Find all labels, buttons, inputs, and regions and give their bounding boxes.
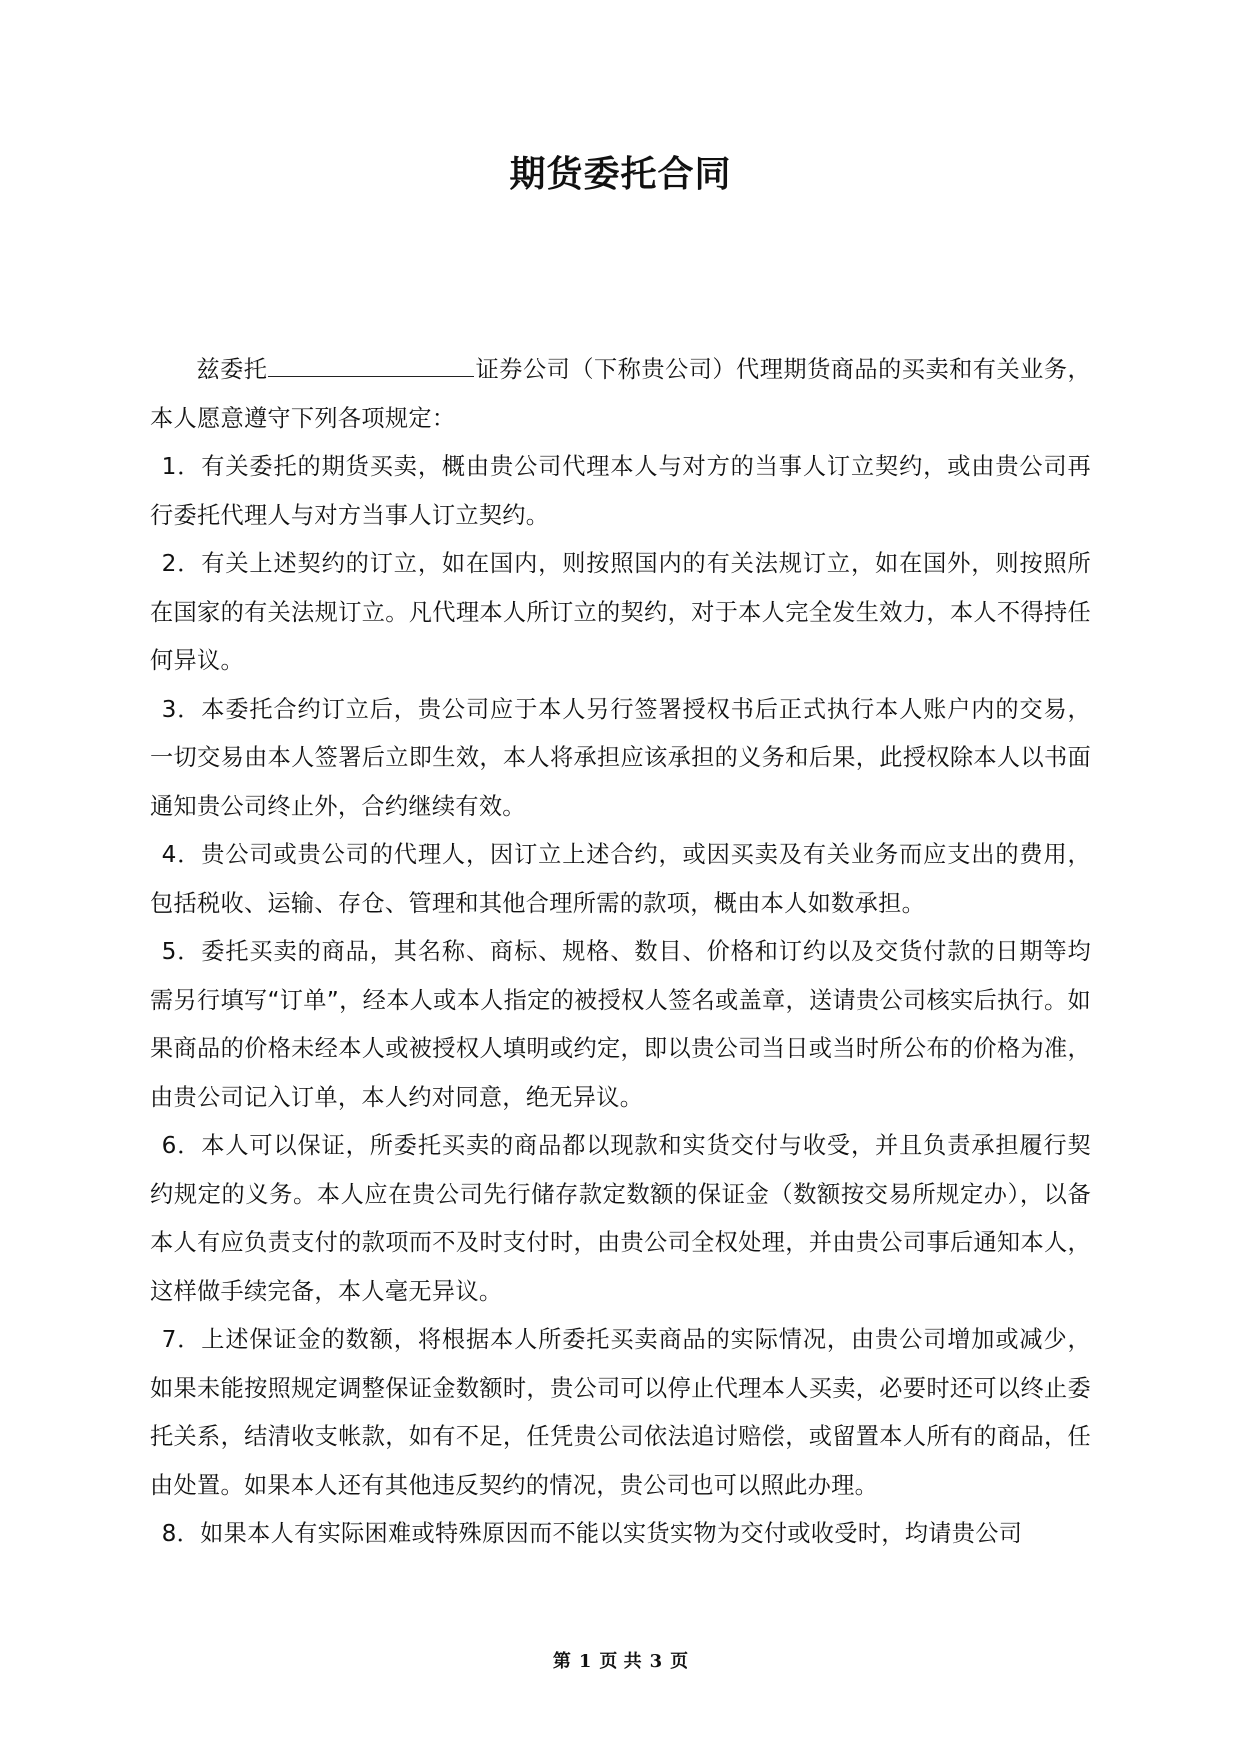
clause-1: 1．有关委托的期货买卖，概由贵公司代理本人与对方的当事人订立契约，或由贵公司再行委托代理人与对方当事人订立契约。 <box>150 453 1091 529</box>
intro-paragraph <box>150 346 1091 443</box>
company-name-blank <box>268 354 474 377</box>
document-title: 期货委托合同 <box>509 154 732 195</box>
document-body <box>150 346 1091 1559</box>
footer-label-of: 页 共 <box>599 1651 642 1672</box>
clause-7: 7．上述保证金的数额，将根据本人所委托买卖商品的实际情况，由贵公司增加或减少，如果未能按照规定调整保证金数额时，贵公司可以停止代理本人买卖，必要时还可以终止委托关系，结清收支帐款，如有不足，任凭贵公司依法追讨赔偿，或留置本人所有的商品，任由处置。如果本人还有其他违反契约的情况，贵公司也可以照此办理。 <box>150 1326 1091 1499</box>
clause-5: 5．委托买卖的商品，其名称、商标、规格、数目、价格和订约以及交货付款的日期等均需另行填写“订单”，经本人或本人指定的被授权人签名或盖章，送请贵公司核实后执行。如果商品的价格未经本人或被授权人填明或约定，即以贵公司当日或当时所公布的价格为准，由贵公司记入订单，本人约对同意，绝无异议。 <box>150 938 1091 1111</box>
clause-3: 3．本委托合约订立后，贵公司应于本人另行签署授权书后正式执行本人账户内的交易，一切交易由本人签署后立即生效，本人将承担应该承担的义务和后果，此授权除本人以书面通知贵公司终止外，合约继续有效。 <box>150 695 1091 820</box>
footer-current-page: 1 <box>578 1651 592 1672</box>
clause-2: 2．有关上述契约的订立，如在国内，则按照国内的有关法规订立，如在国外，则按照所在国家的有关法规订立。凡代理本人所订立的契约，对于本人完全发生效力，本人不得持任何异议。 <box>150 550 1091 674</box>
footer-label-pages: 页 <box>670 1651 689 1672</box>
footer-label-page: 第 <box>552 1651 571 1672</box>
page-footer <box>0 1649 1241 1675</box>
intro-suffix: 证券公司（下称贵公司）代理期货商品的买卖和有关业务，本人愿意遵守下列各项规定： <box>150 356 1091 432</box>
clause-6: 6．本人可以保证，所委托买卖的商品都以现款和实货交付与收受，并且负责承担履行契约规定的义务。本人应在贵公司先行储存款定数额的保证金（数额按交易所规定办），以备本人有应负责支付的款项而不及时支付时，由贵公司全权处理，并由贵公司事后通知本人，这样做手续完备，本人毫无异议。 <box>150 1132 1091 1305</box>
clause-4: 4．贵公司或贵公司的代理人，因订立上述合约，或因买卖及有关业务而应支出的费用，包括税收、运输、存仓、管理和其他合理所需的款项，概由本人如数承担。 <box>150 841 1091 917</box>
footer-total-pages: 3 <box>649 1651 663 1672</box>
clause-8: 8．如果本人有实际困难或特殊原因而不能以实货实物为交付或收受时，均请贵公司 <box>161 1520 1023 1547</box>
intro-prefix: 兹委托 <box>196 356 268 383</box>
